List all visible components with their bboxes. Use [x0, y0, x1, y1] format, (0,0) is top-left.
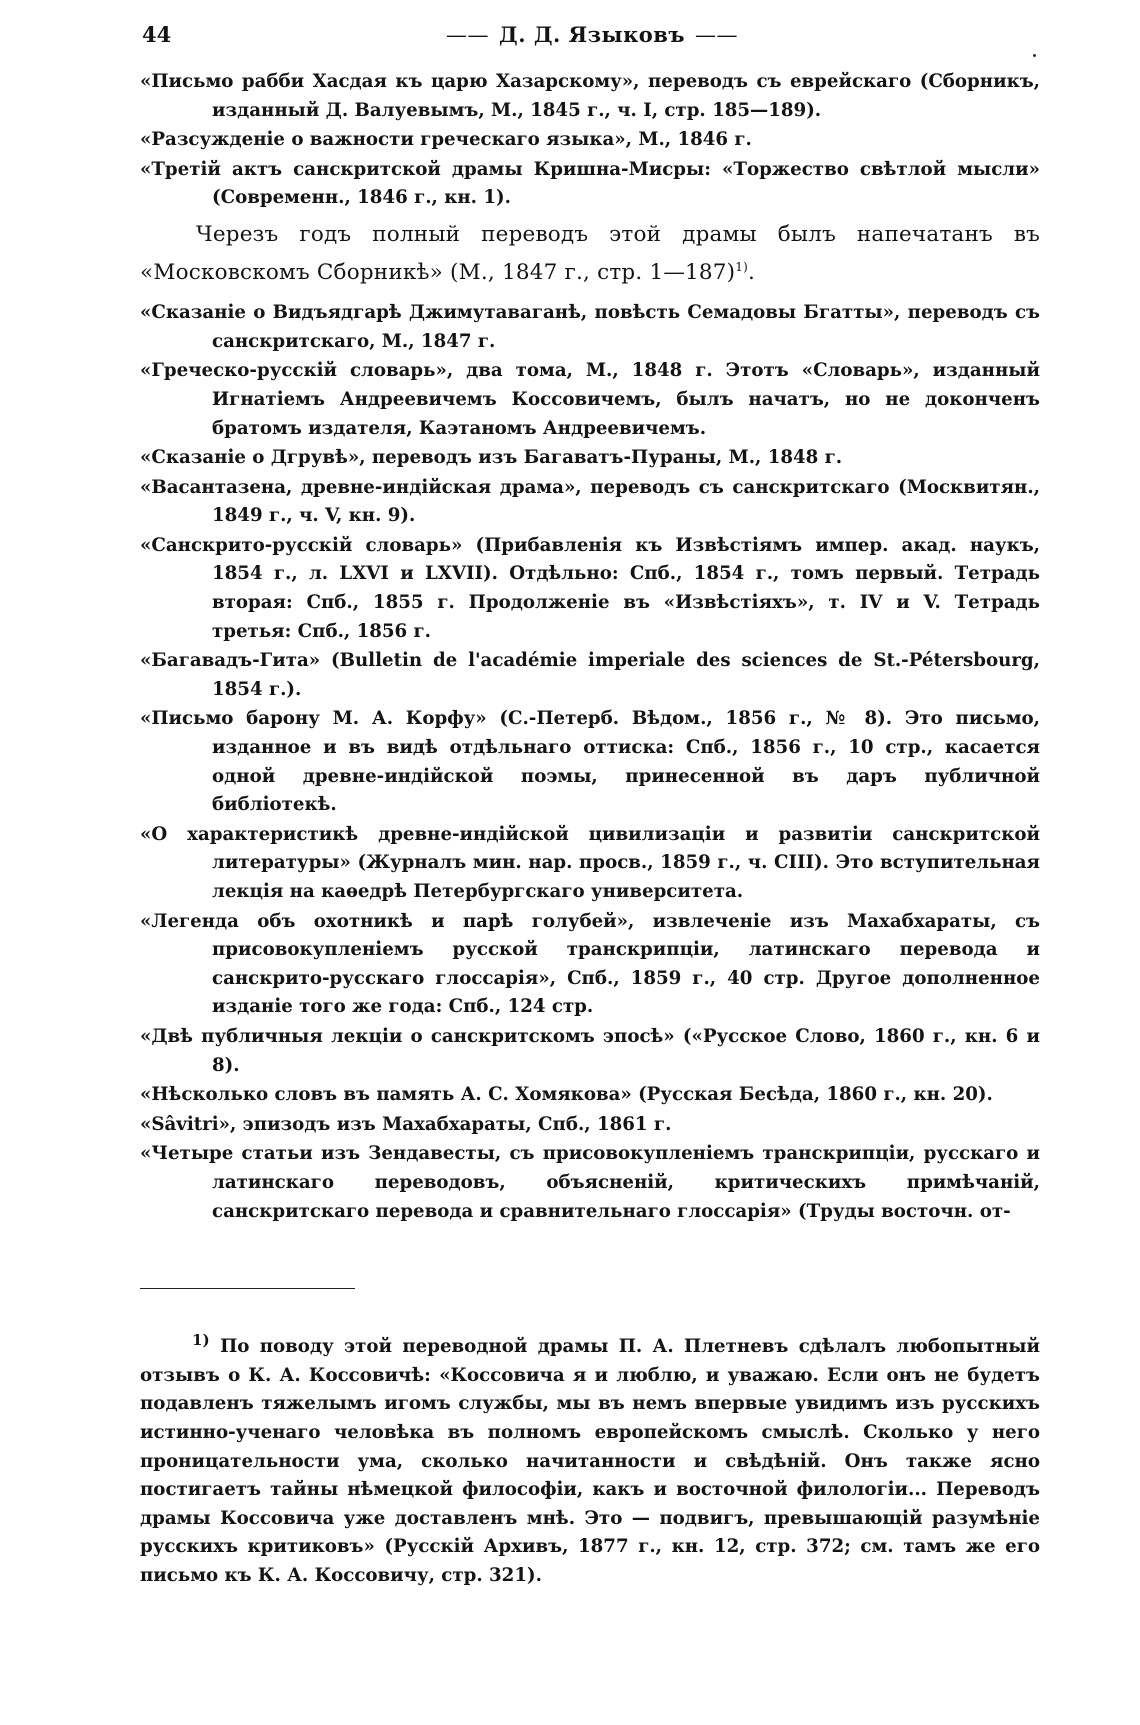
- footnote-text: По поводу этой переводной драмы П. А. Плетневъ сдѣлалъ любопытный отзывъ о К. А. Коссовичѣ: «Коссовича я и люблю, и уважаю. Если онъ не будетъ подавленъ тяжелымъ игомъ службы, мы въ немъ впервые увидимъ изъ русскихъ истинно-ученаго человѣка въ полномъ европейскомъ смыслѣ. Сколько у него проницательности ума, сколько начитанности и свѣдѣній. Онъ также ясно постигаетъ тайны нѣмецкой философіи, какъ и восточной филологіи... Переводъ драмы Коссовича уже доставленъ мнѣ. Это — подвигъ, превышающій разумѣніе русскихъ критиковъ» (Русскій Архивъ, 1877 г., кн. 12, стр. 372; см. тамъ же его письмо къ К. А. Коссовичу, стр. 321).: [140, 1336, 1040, 1586]
- footnote-reference: 1): [735, 259, 748, 274]
- bibliography-entry: «Третій актъ санскритской драмы Кришна-Мисры: «Торжество свѣтлой мысли» (Современн., 1846 г., кн. 1).: [140, 158, 1040, 209]
- footnote: [140, 1326, 1040, 1590]
- bibliography-entry: «Нѣсколько словъ въ память А. С. Хомякова» (Русская Бесѣда, 1860 г., кн. 20).: [140, 1084, 993, 1106]
- bibliography-entry: «Сказаніе о Дгрувѣ», переводъ изъ Багаватъ-Пураны, М., 1848 г.: [140, 447, 843, 469]
- page-number: 44: [142, 22, 172, 47]
- bibliography-entry: «Разсужденіе о важности греческаго языка», М., 1846 г.: [140, 129, 752, 151]
- bibliography-entry: «Греческо-русскій словарь», два тома, М., 1848 г. Этотъ «Словарь», изданный Игнатіемъ Андреевичемъ Коссовичемъ, былъ начатъ, но не доконченъ братомъ издателя, Каэтаномъ Андреевичемъ.: [140, 360, 1040, 439]
- bibliography-entry: «Багавадъ-Гита» (Bulletin de l'académie imperiale des sciences de St.-Pétersbourg, 1854 г.).: [140, 650, 1040, 700]
- bibliography-entry: «Васантазена, древне-индійская драма», переводъ съ санскритскаго (Москвитян., 1849 г., ч. V, кн. 9).: [140, 476, 1040, 527]
- bibliography-entry: «Двѣ публичныя лекціи о санскритскомъ эпосѣ» («Русское Слово, 1860 г., кн. 6 и 8).: [140, 1025, 1040, 1076]
- left-dash: ——: [446, 23, 490, 47]
- speck-mark: [1033, 54, 1036, 57]
- body-paragraph: Черезъ годъ полный переводъ этой драмы былъ напечатанъ въ «Московскомъ Сборникѣ» (М., 1847 г., стр. 1—187)$^{1)}$.: [140, 221, 1040, 286]
- bibliography-entry: «Письмо рабби Хасдая къ царю Хазарскому», переводъ съ еврейскаго (Сборникъ, изданный Д. Валуевымъ, М., 1845 г., ч. I, стр. 185—189).: [140, 71, 1040, 121]
- bibliography-entry: «Санскрито-русскій словарь» (Прибавленія къ Извѣстіямъ импер. акад. наукъ, 1854 г., л. LXVI и LXVII). Отдѣльно: Спб., 1854 г., томъ первый. Тетрадь вторая: Спб., 1855 г. Продолженіе въ «Извѣстіяхъ», т. IV и V. Тетрадь третья: Спб., 1856 г.: [140, 534, 1040, 642]
- paragraph-text: Черезъ годъ полный переводъ этой драмы былъ напечатанъ въ «Московскомъ Сборникѣ» (М., 1847 г., стр. 1—187): [140, 221, 1040, 286]
- running-title-line: [142, 22, 1042, 47]
- bibliography-list: [140, 68, 1040, 1227]
- bibliography-entry: «Четыре статьи изъ Зендавесты, съ присовокупленіемъ транскрипціи, русскаго и латинскаго переводовъ, объясненій, критическихъ примѣчаній, санскритскаго перевода и сравнительнаго глоссарія» (Труды восточн. от-: [140, 1143, 1040, 1222]
- bibliography-entry: «Sâvitri», эпизодъ изъ Махабхараты, Спб., 1861 г.: [140, 1113, 672, 1135]
- footnote-mark: 1): [192, 1331, 210, 1350]
- bibliography-entry: «О характеристикѣ древне-индійской цивилизаціи и развитіи санскритской литературы» (Журналъ мин. нар. просв., 1859 г., ч. CIII). Это вступительная лекція на каѳедрѣ Петербургскаго университета.: [140, 823, 1040, 902]
- page-header: [142, 22, 1042, 58]
- footnote-separator: [140, 1288, 355, 1289]
- bibliography-entry: «Легенда объ охотникѣ и парѣ голубей», извлеченіе изъ Махабхараты, съ присовокупленіемъ русской транскрипціи, латинскаго перевода и санскрито-русскаго глоссарія», Спб., 1859 г., 40 стр. Другое дополненное изданіе того же года: Спб., 124 стр.: [140, 910, 1040, 1018]
- running-title: Д. Д. Языковъ: [499, 22, 685, 47]
- bibliography-entry: «Письмо барону М. А. Корфу» (С.-Петерб. Вѣдом., 1856 г., № 8). Это письмо, изданное и въ видѣ отдѣльнаго оттиска: Спб., 1856 г., 10 стр., касается одной древне-индійской поэмы, принесенной въ даръ публичной библіотекѣ.: [140, 708, 1040, 816]
- right-dash: ——: [694, 23, 738, 47]
- bibliography-entry: «Сказаніе о Видъядгарѣ Джимутаваганѣ, повѣсть Семадовы Бгатты», переводъ съ санскритскаго, М., 1847 г.: [140, 302, 1040, 352]
